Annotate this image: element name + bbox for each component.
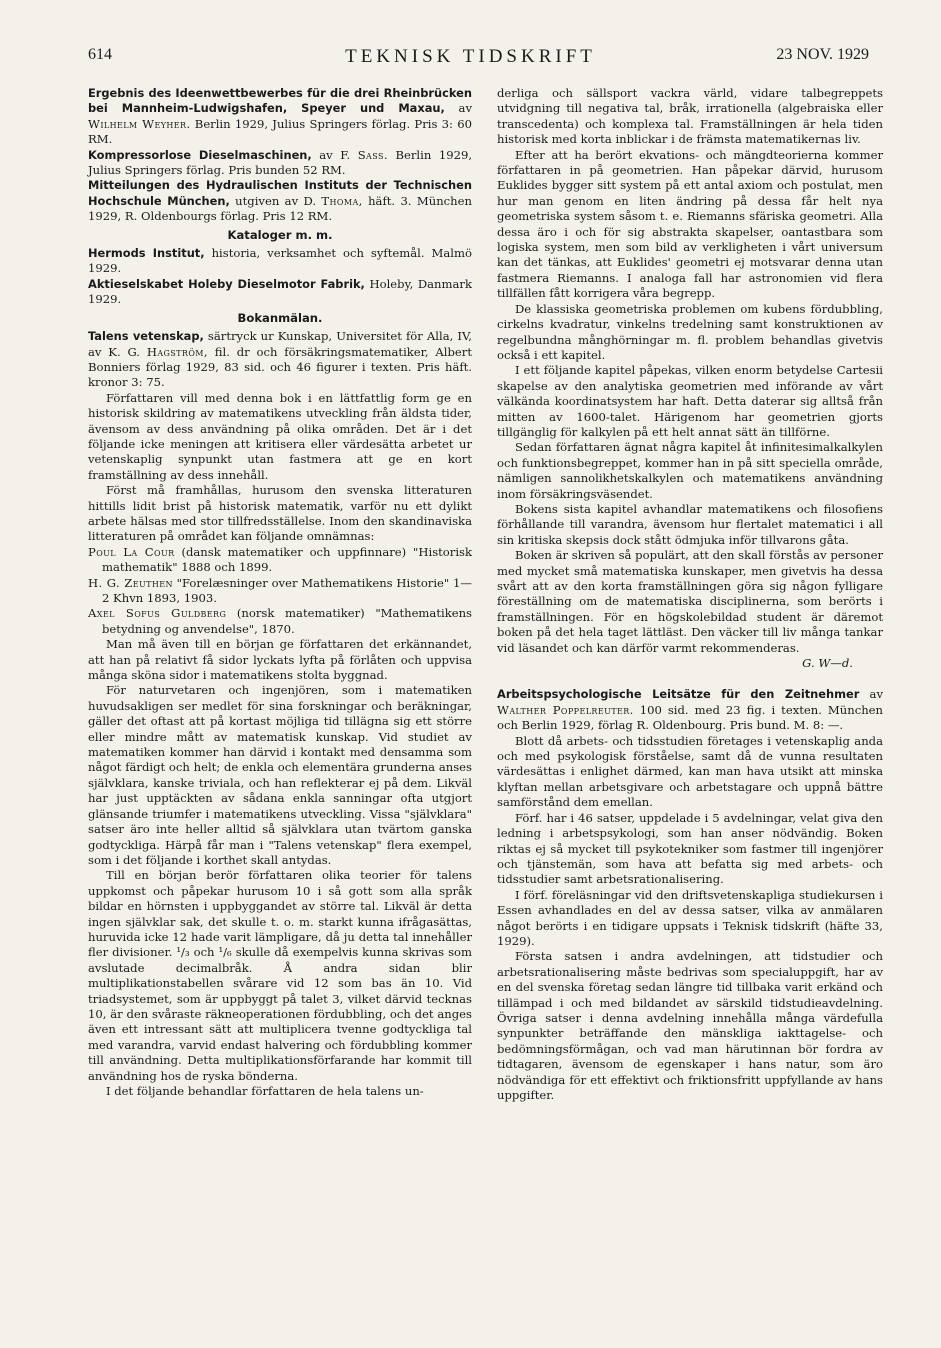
paragraph: derliga och sällsport vackra värld, vidare talbegreppets utvidgning till negativa tal, bråk, irrationella (algebraiska eller transcedenta) och komplexa tal. Framställningen är hela tiden historisk med korta inblickar i de främsta matematikernas liv. (497, 86, 883, 147)
book-author: Sass. (357, 147, 388, 162)
catalog-details: Holeby, Danmark 1929. (88, 276, 472, 307)
catalog-entry (88, 277, 472, 308)
catalog-details: historia, verksamhet och syftemål. Malmö 1929. (88, 246, 472, 276)
book-entry-prefix: utgiven av D. (235, 193, 317, 208)
issue-date: 23 NOV. 1929 (776, 46, 869, 63)
left-column (88, 86, 472, 1099)
reference-item (88, 576, 472, 607)
paragraph: Författaren vill med denna bok i en lättfattlig form ge en historisk skildring av matematikens utveckling från äldsta tider, ävensom av dess användning på olika områden. Det är i det följande icke meningen att kritisera eller värdesätta arbetet ur vetenskaplig synpunkt utan fastmera att ge en kort framställning av dess innehåll. (88, 390, 472, 482)
book-author: Hagström, (146, 344, 208, 359)
paragraph: I det följande behandlar författaren de hela talens un- (106, 1084, 424, 1098)
paragraph: Boken är skriven så populärt, att den skall förstås av personer med mycket små matematiska kunskaper, men givetvis ha dessa svårt att av den korta framställningen göra sig någon fylligare föreställning om de matematiska disciplinerna, som berörts i framställningen. För en högskolebildad student är däremot boken på det hela taget lättläst. Den väcker till liv många tankar vid läsandet och kan därför varmt rekommenderas. (497, 548, 883, 655)
paragraph: I förf. föreläsningar vid den driftsvetenskapliga studiekursen i Essen avhandlades en del av dessa satser, vilka av anmälaren något berörts i en tidigare uppsats i Teknisk tidskrift (häfte 33, 1929). (497, 887, 883, 948)
paragraph: Blott då arbets- och tidsstudien företages i vetenskaplig anda och med psykologisk förståelse, samt då de vunna resultaten värdesättas i enlighet därmed, kan man hava utsikt att minska klyftan mellan arbetsgivare och arbetstagare och uppnå bättre samförstånd dem emellan. (497, 733, 883, 810)
book-entry-prefix: särtryck ur Kunskap, Universitet för Alla, IV, av K. G. (88, 329, 472, 359)
reference-text: "Forelæsninger over Mathematikens Historie" 1—2 Khvn 1893, 1903. (102, 575, 472, 605)
paragraph: De klassiska geometriska problemen om kubens fördubbling, cirkelns kvadratur, vinkelns tredelning samt konstruktionen av regelbundna månghörningar m. fl. problem behandlas givetvis också i ett kapitel. (497, 301, 883, 362)
book-entry-prefix: av (869, 687, 883, 702)
book-author: Wilhelm Weyher. (88, 116, 191, 131)
reference-author: Poul La Cour (88, 544, 175, 559)
paragraph: Bokens sista kapitel avhandlar matematikens och filosofiens förhållande till varandra, ävensom hur flertalet matematici i all sin kritiska skepsis dock stått ödmjuka inför tillvarons gåta. (497, 501, 883, 547)
reviewer-signature: G. W—d. (802, 656, 853, 671)
section-spacer (497, 671, 883, 687)
book-title: Arbeitspsychologische Leitsätze für den Zeitnehmer (497, 687, 860, 702)
book-entry (88, 178, 472, 224)
section-heading-review: Bokanmälan. (237, 310, 323, 325)
reference-author: H. G. Zeuthen (88, 575, 173, 590)
book-title: Ergebnis des Ideenwettbewerbes für die drei Rheinbrücken bei Mannheim-Ludwigshafen, Speyer und Maxau, (88, 86, 472, 116)
book-publication: 100 sid. med 23 fig. i texten. München och Berlin 1929, förlag R. Oldenbourg. Pris bund. M. 8: —. (497, 702, 883, 733)
catalog-title: Hermods Institut, (88, 246, 205, 261)
book-entry (88, 148, 472, 179)
book-publication: häft. 3. München 1929, R. Oldenbourgs förlag. Pris 12 RM. (88, 193, 472, 224)
book-title: Talens vetenskap, (88, 329, 204, 344)
book-title: Kompressorlose Dieselmaschinen, (88, 147, 312, 162)
reference-list (88, 545, 472, 637)
paragraph: Efter att ha berört ekvations- och mängdteorierna kommer författaren in på geometrien. Han påpekar därvid, hurusom Euklides bygger sitt system på ett antal axiom och postulat, men hur man genom en liten ändring på dessa får helt nya geometriska system såsom t. e. Riemanns sfäriska geometri. Alla dessa äro i och för sig abstrakta skapelser, oantastbara som logiska system, men som bild av verkligheten i vårt universum kan det tänkas, att Euklides' geometri ej motsvarar denna utan fastmera Riemanns. I analoga fall har astronomien vid flera tillfällen fått korrigera våra begrepp. (497, 147, 883, 301)
paragraph: Först må framhållas, hurusom den svenska litteraturen hittills lidit brist på historisk matematik, varför nu ett dylikt arbete hälsas med stor tillfredsställelse. Inom den skandinaviska litteraturen på området kan följande omnämnas: (88, 483, 472, 544)
book-author: Walther Poppelreuter. (497, 702, 634, 717)
book-publication: Berlin 1929, Julius Springers förlag. Pris 3: 60 RM. (88, 116, 472, 147)
catalog-title: Aktieselskabet Holeby Dieselmotor Fabrik, (88, 276, 365, 291)
right-column (497, 86, 883, 1103)
paragraph: Förf. har i 46 satser, uppdelade i 5 avdelningar, velat giva den ledning i arbetspsykologi, som han anser nödvändig. Boken riktas ej så mycket till psykotekniker som fastmer till ingenjörer och tjänstemän, som hava att befatta sig med arbets- och tidsstudier samt arbetsrationalisering. (497, 810, 883, 887)
book-entry-prefix: av (458, 101, 473, 116)
book-publication: fil. dr och försäkringsmatematiker, Albert Bonniers förlag 1929, 83 sid. och 46 figurer i texten. Pris häft. kronor 3: 75. (88, 344, 472, 390)
reference-author: Axel Sofus Guldberg (88, 606, 227, 621)
paragraph: För naturvetaren och ingenjören, som i matematiken huvudsakligen ser medlet för sina forskningar och beräkningar, gäller det oftast att på kortast möjliga tid tillägna sig ett större eller mindre mått av matematisk kunskap. Vid studiet av matematiken kommer han därvid i kontakt med densamma som något färdigt och helt; de enkla och elementära grunderna anses självklara, kanske triviala, och han reflekterar ej på dem. Likväl har just upptäckten av sådana enkla sanningar ofta utgjort glänsande triumfer i matematikens utveckling. Vissa "självklara" satser äro inte heller alltid så självklara utan tvärtom ganska godtyckliga. Härpå får man i "Talens vetenskap" flera exempel, som i det följande i korthet skall antydas. (88, 683, 472, 867)
paragraph: Till en början berör författaren olika teorier för talens uppkomst och påpekar hurusom 10 i så gott som alla språk bildar en hörnsten i uppbyggandet av större tal. Likväl är detta ingen självklar sak, det skulle t. o. m. starkt kunna ifrågasättas, huruvida icke 12 hade varit lämpligare, då ju detta tal innehåller fler divisioner. ¹/₃ och ¹/₆ skulle då exempelvis kunna skrivas som avslutade decimalbråk. Å andra sidan blir multiplikationstabellen svårare vid 12 som bas än 10. Vid triadsystemet, som är uppbyggt på talet 3, vilket därvid tecknas 10, är den svåraste räkneoperationen fördubbling, och det anges även ett intressant sätt att multiplicera tvenne godtyckliga tal med varandra, varvid endast halvering och fördubbling kommer till användning. Detta multiplikationsförfarande har kommit till användning hos de ryska bönderna. (88, 868, 472, 1083)
reference-item (88, 606, 472, 637)
paragraph: Första satsen i andra avdelningen, att tidstudier och arbetsrationalisering måste bedrivas som specialuppgift, har av en del svenska företag sedan längre tid tillbaka varit erkänd och tillämpad i och med bildandet av särskild tidstudieavdelning. Övriga satser i denna avdelning innehålla många värdefulla synpunkter beträffande den mänskliga iakttagelse- och bedömningsförmågan, och vad man härutinnan bör fordra av tidtagaren, ävensom de egenskaper i hans natur, som äro nödvändiga för ett effektivt och friktionsfritt uppfyllande av hans uppgifter. (497, 949, 883, 1102)
section-heading-catalogs: Kataloger m. m. (227, 227, 333, 242)
page-number: 614 (88, 46, 112, 63)
paragraph: I ett följande kapitel påpekas, vilken enorm betydelse Cartesii skapelse av den analytiska geometrien med införande av vårt välkända koordinatsystem har haft. Detta daterar sig alltså från mitten av 1600-talet. Härigenom har geometrien gjorts tillgänglig för kalkylen på ett helt annat sätt än tillförne. (497, 363, 883, 439)
paragraph: Man må även till en början ge författaren det erkännandet, att han på relativt få sidor lyckats lyfta på förlåten och uppvisa många sköna sidor i matematikens stolta byggnad. (88, 637, 472, 683)
review-book-entry (88, 329, 472, 391)
book-publication: Berlin 1929, Julius Springers förlag. Pris bunden 52 RM. (88, 147, 473, 178)
reference-text: (dansk matematiker och uppfinnare) "Historisk mathematik" 1888 och 1899. (102, 544, 473, 575)
review-book-entry (497, 687, 883, 733)
catalog-entry (88, 246, 472, 277)
reference-text: (norsk matematiker) "Mathematikens betydning og anvendelse", 1870. (102, 606, 473, 636)
reference-item (88, 545, 472, 576)
book-title: Mitteilungen des Hydraulischen Instituts der Technischen Hochschule München, (88, 178, 472, 208)
book-entry (88, 86, 472, 148)
paragraph: Sedan författaren ägnat några kapitel åt infinitesimalkalkylen och funktionsbegreppet, kommer han in på sitt speciella område, nämligen sannolikhetskalkylen och matematikens användning inom försäkringsväsendet. (497, 440, 883, 501)
book-entry-prefix: av F. (319, 147, 351, 162)
book-author: Thoma, (321, 193, 363, 208)
journal-title: TEKNISK TIDSKRIFT (345, 46, 596, 67)
